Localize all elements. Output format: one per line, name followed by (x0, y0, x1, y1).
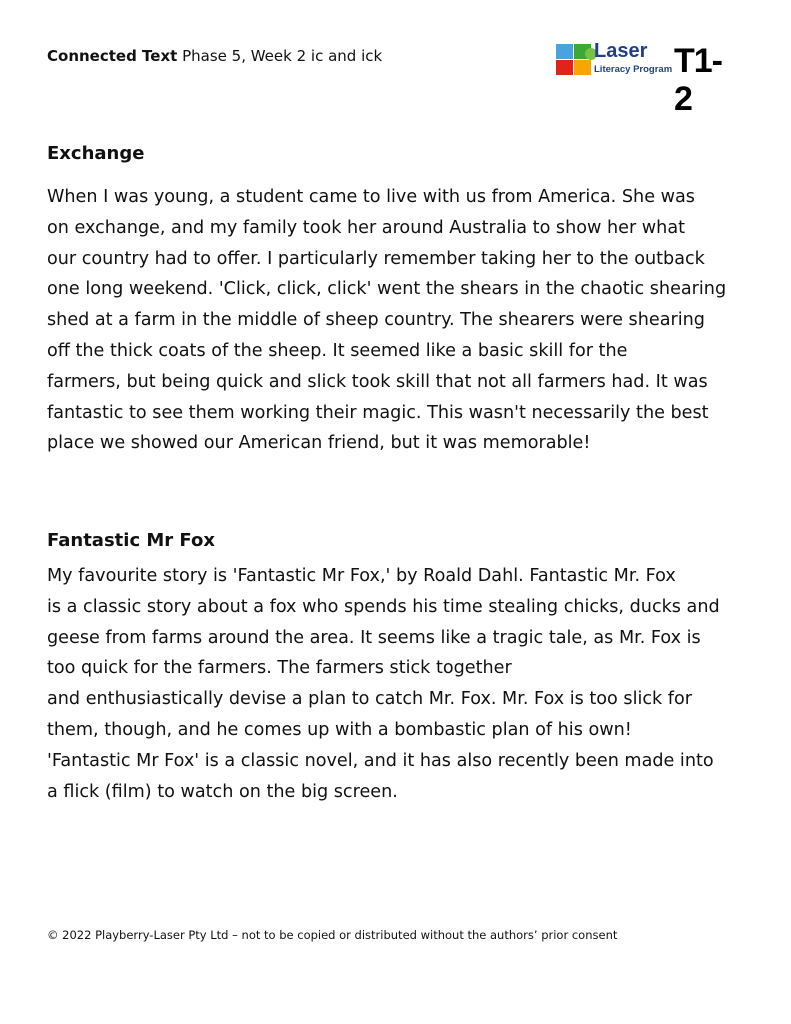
text-line: too quick for the farmers. The farmers stick together (47, 658, 512, 679)
playberry-logo-icon (556, 42, 596, 82)
logo-tagline: Literacy Program (594, 64, 673, 75)
section-title-fantastic-mr-fox: Fantastic Mr Fox (47, 530, 215, 551)
section-title-exchange: Exchange (47, 143, 145, 164)
text-line: on exchange, and my family took her around Australia to show her what (47, 217, 686, 238)
text-line: When I was young, a student came to live with us from America. She was (47, 187, 695, 207)
text-line: a flick (film) to watch on the big screen. (47, 781, 398, 802)
text-line: fantastic to see them working their magic. This wasn't necessarily the best (47, 402, 709, 423)
text-line: farmers, but being quick and slick took skill that not all farmers had. It was (47, 371, 708, 392)
text-line: them, though, and he comes up with a bombastic plan of his own! (47, 719, 632, 740)
text-line: and enthusiastically devise a plan to catch Mr. Fox. Mr. Fox is too slick for (47, 689, 692, 710)
header-label: Connected Text (47, 47, 178, 65)
text-line: our country had to offer. I particularly remember taking her to the outback (47, 248, 705, 269)
header-info: Phase 5, Week 2 ic and ick (182, 47, 383, 65)
section-body-fantastic-mr-fox (47, 561, 747, 807)
section-body-exchange (47, 182, 747, 459)
text-line: off the thick coats of the sheep. It seemed like a basic skill for the (47, 340, 628, 361)
copyright-footer: © 2022 Playberry-Laser Pty Ltd – not to be copied or distributed without the authors’ prior consent (47, 928, 618, 942)
text-line: My favourite story is 'Fantastic Mr Fox,' by Roald Dahl. Fantastic Mr. Fox (47, 566, 676, 586)
laser-logo (556, 40, 736, 118)
text-line: place we showed our American friend, but it was memorable! (47, 433, 591, 454)
logo-name: Laser (594, 40, 648, 62)
text-line: is a classic story about a fox who spends his time stealing chicks, ducks and (47, 596, 720, 617)
page-header (47, 47, 382, 65)
text-line: one long weekend. 'Click, click, click' went the shears in the chaotic shearing (47, 279, 727, 300)
text-line: geese from farms around the area. It seems like a tragic tale, as Mr. Fox is (47, 627, 701, 648)
logo-grade: T1-2 (674, 42, 722, 118)
text-line: shed at a farm in the middle of sheep country. The shearers were shearing (47, 310, 705, 331)
text-line: 'Fantastic Mr Fox' is a classic novel, and it has also recently been made into (47, 750, 714, 771)
